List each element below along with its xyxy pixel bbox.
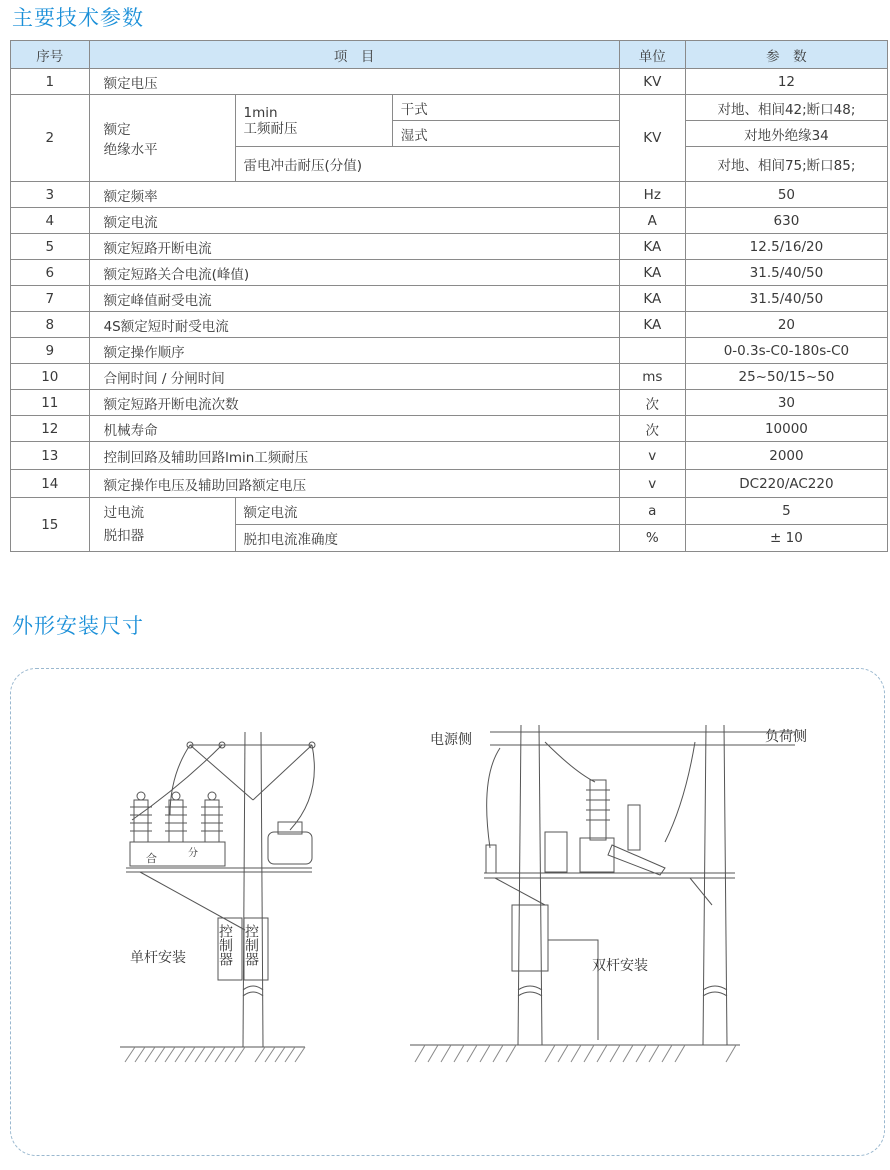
row-value: 30 xyxy=(685,390,887,416)
row-unit: Hz xyxy=(619,182,685,208)
single-pole-caption: 单杆安装 xyxy=(130,950,186,966)
lead-wire xyxy=(545,742,595,782)
row-no: 5 xyxy=(11,234,90,260)
row-item: 合闸时间 / 分闸时间 xyxy=(89,364,619,390)
row-value: 0-0.3s-C0-180s-C0 xyxy=(685,338,887,364)
row-value: 2000 xyxy=(685,442,887,470)
ground-hatch xyxy=(415,1045,736,1062)
voltage-transformer xyxy=(268,832,312,864)
row-unit: v xyxy=(619,442,685,470)
row-item: 额定操作电压及辅助回路额定电压 xyxy=(89,470,619,498)
lead-wire-2 xyxy=(170,745,190,815)
pole-left-edge xyxy=(243,732,245,1047)
bushing-3 xyxy=(201,792,223,842)
source-lead xyxy=(487,748,500,848)
row-value: ± 10 xyxy=(685,525,887,552)
lead-wire-3 xyxy=(290,745,314,830)
row-subitem-rated-current: 额定电流 xyxy=(235,498,619,525)
pole-break-mark xyxy=(243,986,263,996)
row-subitem-power-freq: 1min 工频耐压 xyxy=(235,95,392,147)
row-unit: KA xyxy=(619,312,685,338)
header-item: 项 目 xyxy=(89,41,619,69)
double-controller-box xyxy=(512,905,548,971)
load-side-label: 负荷侧 xyxy=(765,729,807,745)
right-brace xyxy=(690,878,712,905)
bushing-1 xyxy=(130,792,152,842)
row-item: 额定频率 xyxy=(89,182,619,208)
row-no: 12 xyxy=(11,416,90,442)
row-unit: 次 xyxy=(619,390,685,416)
row-item: 额定电压 xyxy=(89,69,619,95)
row-unit: 次 xyxy=(619,416,685,442)
section-title-specs: 主要技术参数 xyxy=(12,6,144,30)
row-no: 13 xyxy=(11,442,90,470)
row-no: 4 xyxy=(11,208,90,234)
row-value: 对地、相间75;断口85; xyxy=(685,147,887,182)
row-no: 2 xyxy=(11,95,90,182)
row-unit: KV xyxy=(619,95,685,182)
row-item: 额定短路开断电流次数 xyxy=(89,390,619,416)
row-unit: KA xyxy=(619,234,685,260)
row-value: DC220/AC220 xyxy=(685,470,887,498)
row-value: 25~50/15~50 xyxy=(685,364,887,390)
bushing-2 xyxy=(165,792,187,842)
row-value: 12.5/16/20 xyxy=(685,234,887,260)
row-unit: % xyxy=(619,525,685,552)
row-value: 31.5/40/50 xyxy=(685,286,887,312)
row-no: 3 xyxy=(11,182,90,208)
row-item: 额定峰值耐受电流 xyxy=(89,286,619,312)
left-pole-right-edge xyxy=(539,725,542,1045)
row-no: 9 xyxy=(11,338,90,364)
header-no: 序号 xyxy=(11,41,90,69)
row-value: 50 xyxy=(685,182,887,208)
section-title-dimensions: 外形安装尺寸 xyxy=(12,614,144,638)
row-subitem-wet: 湿式 xyxy=(392,121,619,147)
right-pole-break-mark xyxy=(703,986,727,996)
open-mark: 分 xyxy=(188,848,198,859)
row-item: 额定电流 xyxy=(89,208,619,234)
row-no: 6 xyxy=(11,260,90,286)
row-unit: KV xyxy=(619,69,685,95)
isolator-insulator xyxy=(628,805,640,850)
row-no: 11 xyxy=(11,390,90,416)
row-subitem-dry: 干式 xyxy=(392,95,619,121)
row-value: 630 xyxy=(685,208,887,234)
row-value: 12 xyxy=(685,69,887,95)
row-item: 控制回路及辅助回路lmin工频耐压 xyxy=(89,442,619,470)
load-lead xyxy=(665,742,695,842)
row-unit: KA xyxy=(619,286,685,312)
row-no: 15 xyxy=(11,498,90,552)
surge-arrester xyxy=(486,845,496,873)
controller-label-1: 控制器 xyxy=(217,924,233,966)
row-item: 4S额定短时耐受电流 xyxy=(89,312,619,338)
row-no: 7 xyxy=(11,286,90,312)
double-pole-installation xyxy=(410,725,795,1062)
row-item: 额定操作顺序 xyxy=(89,338,619,364)
ground-hatch xyxy=(125,1047,305,1062)
row-unit: ms xyxy=(619,364,685,390)
row-item: 机械寿命 xyxy=(89,416,619,442)
right-pole-left-edge xyxy=(703,725,706,1045)
header-unit: 单位 xyxy=(619,41,685,69)
row-value: 对地外绝缘34 xyxy=(685,121,887,147)
row-no: 8 xyxy=(11,312,90,338)
double-breaker-tank xyxy=(545,832,567,872)
row-unit: A xyxy=(619,208,685,234)
row-item: 额定短路开断电流 xyxy=(89,234,619,260)
row-item: 额定 绝缘水平 xyxy=(89,95,235,182)
row-value: 对地、相间42;断口48; xyxy=(685,95,887,121)
right-pole-right-edge xyxy=(724,725,727,1045)
row-no: 14 xyxy=(11,470,90,498)
row-no: 10 xyxy=(11,364,90,390)
controller-label-2: 控制器 xyxy=(243,924,259,966)
ground-lead xyxy=(548,940,598,1040)
row-subitem-lightning: 雷电冲击耐压(分值) xyxy=(235,147,619,182)
row-unit: KA xyxy=(619,260,685,286)
row-subitem-accuracy: 脱扣电流准确度 xyxy=(235,525,619,552)
header-param: 参 数 xyxy=(685,41,887,69)
close-mark: 合 xyxy=(146,852,157,865)
support-brace xyxy=(140,872,245,930)
row-value: 31.5/40/50 xyxy=(685,260,887,286)
single-pole-installation xyxy=(120,732,315,1062)
row-value: 5 xyxy=(685,498,887,525)
row-no: 1 xyxy=(11,69,90,95)
breaker-body xyxy=(130,842,225,866)
left-pole-break-mark xyxy=(518,986,542,996)
row-unit: v xyxy=(619,470,685,498)
row-item: 过电流 脱扣器 xyxy=(89,498,235,552)
pole-right-edge xyxy=(261,732,263,1047)
row-value: 10000 xyxy=(685,416,887,442)
row-item: 额定短路关合电流(峰值) xyxy=(89,260,619,286)
left-pole-left-edge xyxy=(518,725,521,1045)
row-value: 20 xyxy=(685,312,887,338)
double-pole-caption: 双杆安装 xyxy=(592,958,648,974)
source-side-label: 电源侧 xyxy=(430,732,472,748)
lead-wire-1 xyxy=(132,745,222,820)
row-unit: a xyxy=(619,498,685,525)
